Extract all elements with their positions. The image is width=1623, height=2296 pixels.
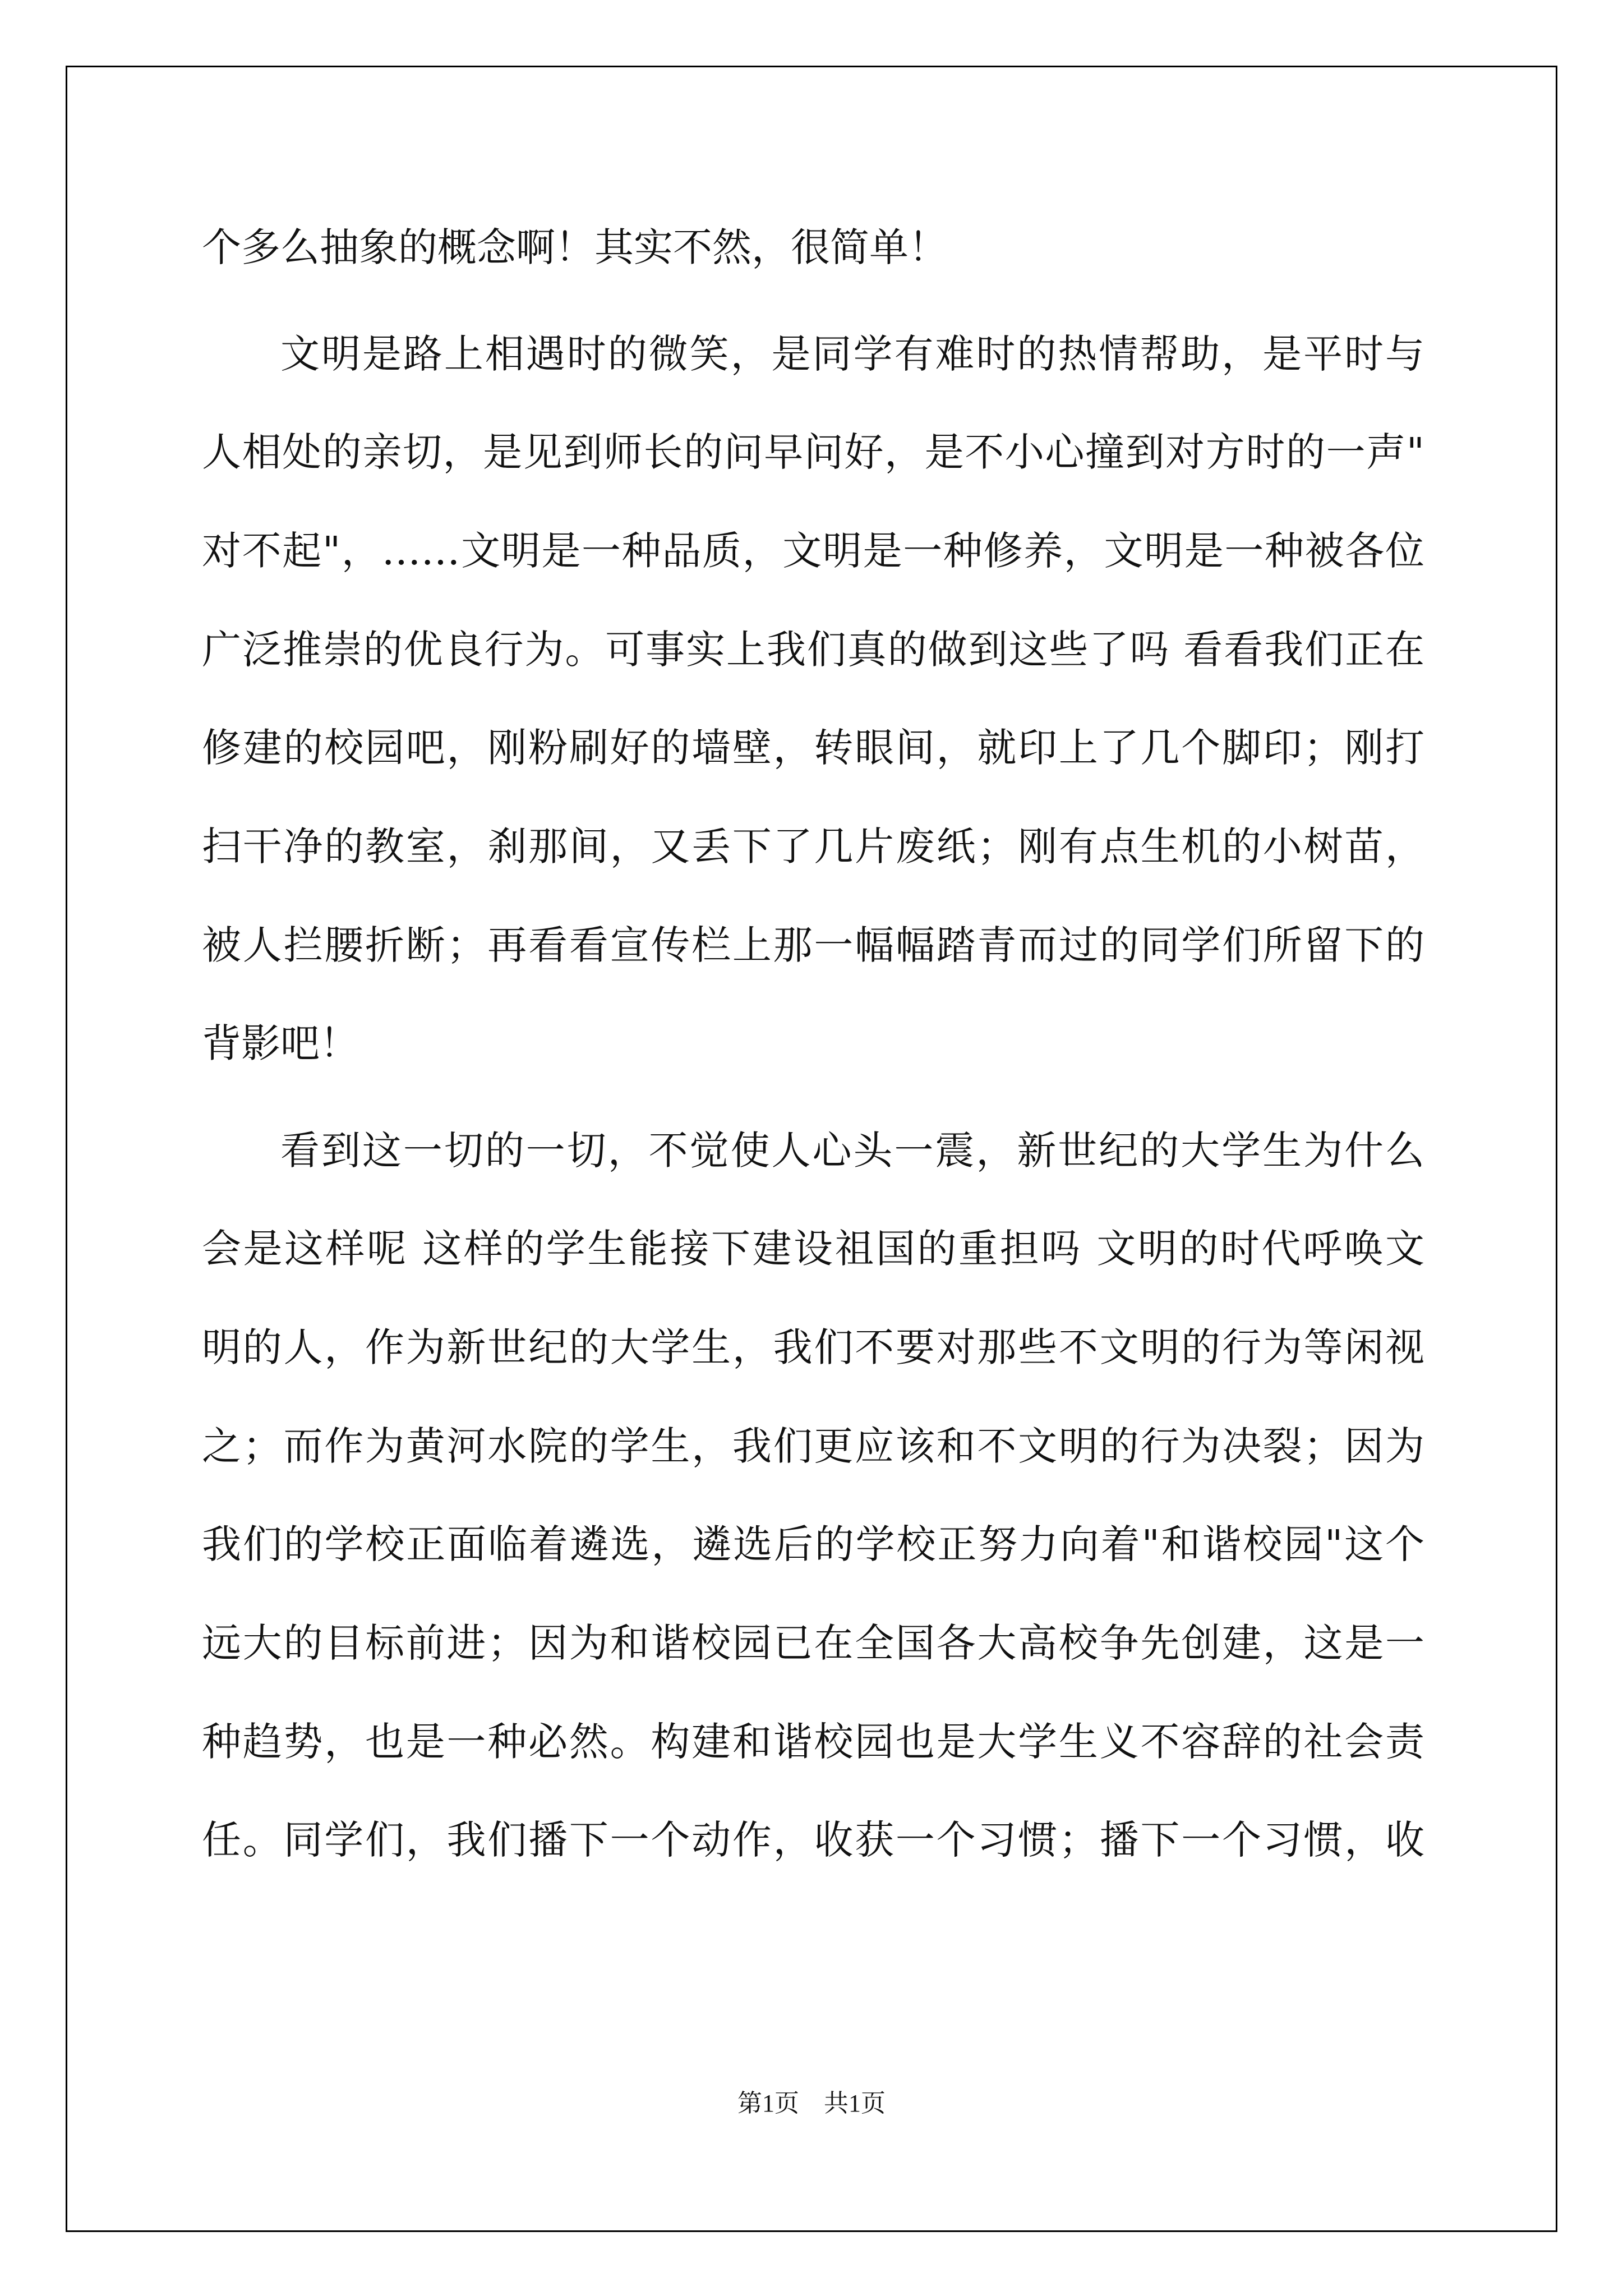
text-line: 我们的学校正面临着遴选，遴选后的学校正努力向着"和谐校园"这个 <box>202 1521 1424 1567</box>
text-line: 广泛推崇的优良行为。可事实上我们真的做到这些了吗 看看我们正在 <box>202 627 1424 673</box>
text-line: 之；而作为黄河水院的学生，我们更应该和不文明的行为决裂；因为 <box>202 1423 1424 1469</box>
text-line: 明的人，作为新世纪的大学生，我们不要对那些不文明的行为等闲视 <box>202 1324 1424 1370</box>
text-line: 文明是路上相遇时的微笑，是同学有难时的热情帮助，是平时与 <box>280 331 1424 377</box>
text-line: 远大的目标前进；因为和谐校园已在全国各大高校争先创建，这是一 <box>202 1620 1424 1666</box>
text-line: 人相处的亲切，是见到师长的问早问好，是不小心撞到对方时的一声" <box>202 429 1424 475</box>
text-line: 背影吧！ <box>202 1020 359 1066</box>
text-line: 个多么抽象的概念啊！其实不然，很简单！ <box>202 224 948 270</box>
text-line: 扫干净的教室，刹那间，又丢下了几片废纸；刚有点生机的小树苗， <box>202 823 1424 869</box>
text-line: 对不起"，……文明是一种品质，文明是一种修养，文明是一种被各位 <box>202 528 1424 574</box>
text-line: 会是这样呢 这样的学生能接下建设祖国的重担吗 文明的时代呼唤文 <box>202 1226 1424 1272</box>
text-line: 看到这一切的一切，不觉使人心头一震，新世纪的大学生为什么 <box>280 1128 1424 1174</box>
text-line: 任。同学们，我们播下一个动作，收获一个习惯；播下一个习惯，收 <box>202 1817 1424 1863</box>
text-line: 种趋势，也是一种必然。构建和谐校园也是大学生义不容辞的社会责 <box>202 1719 1424 1765</box>
page-number-footer: 第1页 共1页 <box>737 2090 886 2117</box>
text-line: 被人拦腰折断；再看看宣传栏上那一幅幅踏青而过的同学们所留下的 <box>202 922 1424 968</box>
text-line: 修建的校园吧，刚粉刷好的墙壁，转眼间，就印上了几个脚印；刚打 <box>202 725 1424 771</box>
